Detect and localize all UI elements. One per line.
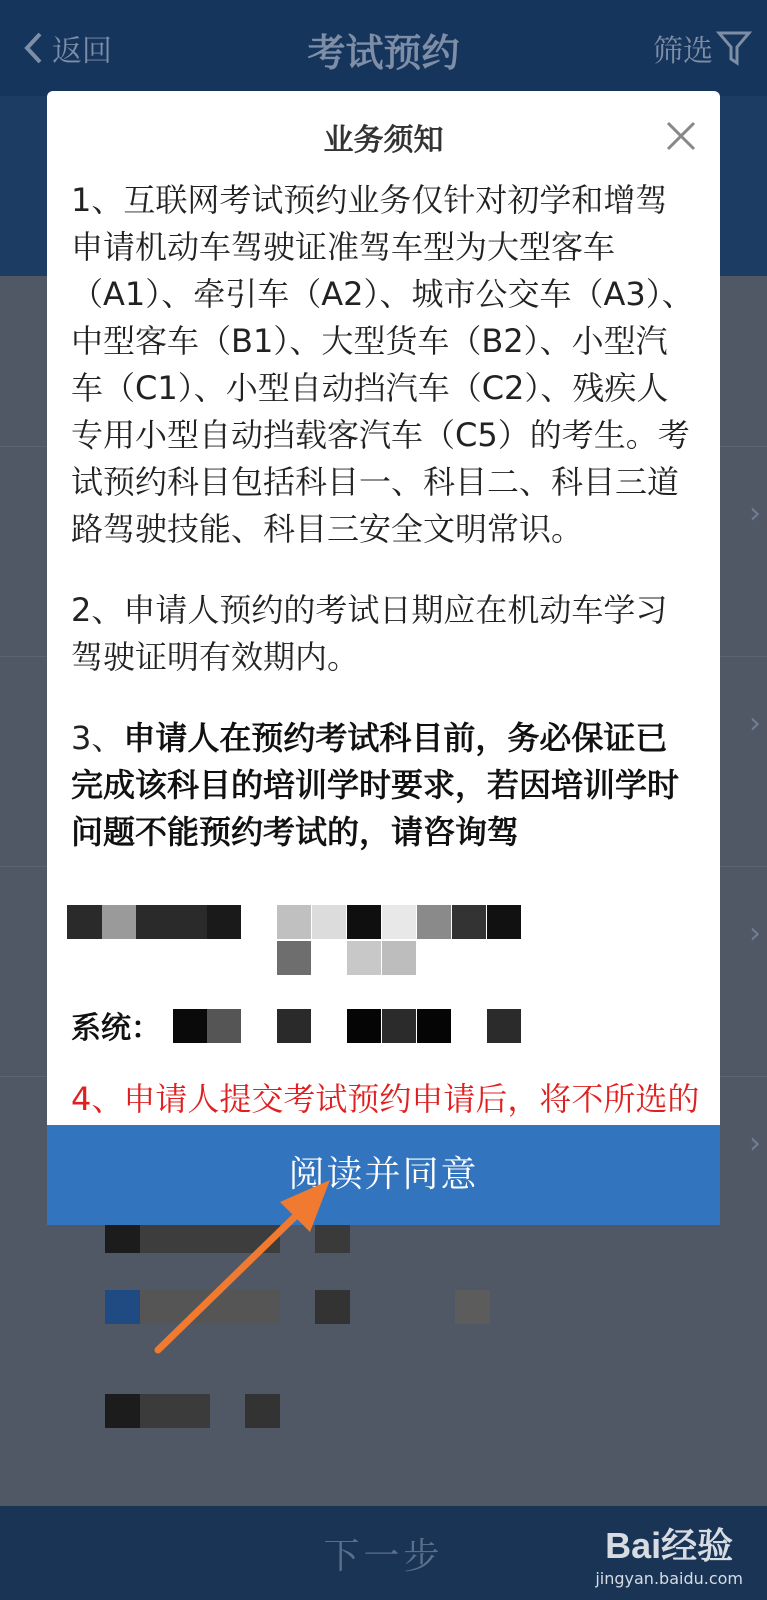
redacted-area [47, 899, 720, 989]
annotation-arrow-icon [150, 1180, 350, 1380]
funnel-icon [717, 30, 751, 66]
system-label: 系统： [71, 1011, 161, 1046]
chevron-right-icon[interactable]: › [749, 916, 761, 951]
business-notice-dialog [47, 91, 720, 1196]
bottom-bar [0, 1506, 767, 1600]
dialog-title: 业务须知 [323, 123, 444, 158]
chevron-right-icon[interactable]: › [749, 496, 761, 531]
next-step-button[interactable]: 下一步 [323, 1536, 444, 1577]
filter-label: 筛选 [653, 34, 713, 69]
filter-button[interactable] [653, 26, 751, 70]
redacted-system-value [47, 1009, 720, 1045]
chevron-right-icon[interactable]: › [749, 706, 761, 741]
notice-paragraph-3 [71, 715, 696, 856]
watermark-brand: Bai经验 [605, 1525, 734, 1566]
watermark-url: jingyan.baidu.com [595, 1569, 743, 1588]
watermark [595, 1518, 743, 1588]
paragraph-3-bold-text: 申请人在预约考试科目前，务必保证已完成该科目的培训学时要求，若因培训学时问题不能预约考试的，请咨询驾 [71, 719, 680, 851]
notice-paragraph-4-partial: 4、申请人提交考试预约申请后，将不所选的 [71, 1080, 700, 1118]
notice-content [71, 177, 696, 856]
paragraph-3-number: 3、 [71, 719, 124, 757]
notice-paragraph-1: 1、互联网考试预约业务仅针对初学和增驾申请机动车驾驶证准驾车型为大型客车（A1）、牵引车（A2）、城市公交车（A3）、中型客车（B1）、大型货车（B2）、小型汽车（C1）、小型自动挡汽车（C2）、残疾人专用小型自动挡载客汽车（C5）的考生。考试预约科目包括科目一、科目二、科目三道路驾驶技能、科目三安全文明常识。 [71, 181, 694, 548]
top-navigation-bar [0, 0, 767, 96]
read-and-agree-button[interactable]: 阅读并同意 [47, 1125, 720, 1225]
close-icon[interactable] [664, 119, 698, 153]
chevron-right-icon[interactable]: › [749, 1126, 761, 1161]
back-label: 返回 [52, 34, 112, 69]
page-title: 考试预约 [307, 31, 460, 75]
notice-paragraph-2: 2、申请人预约的考试日期应在机动车学习驾驶证明有效期内。 [71, 591, 668, 676]
